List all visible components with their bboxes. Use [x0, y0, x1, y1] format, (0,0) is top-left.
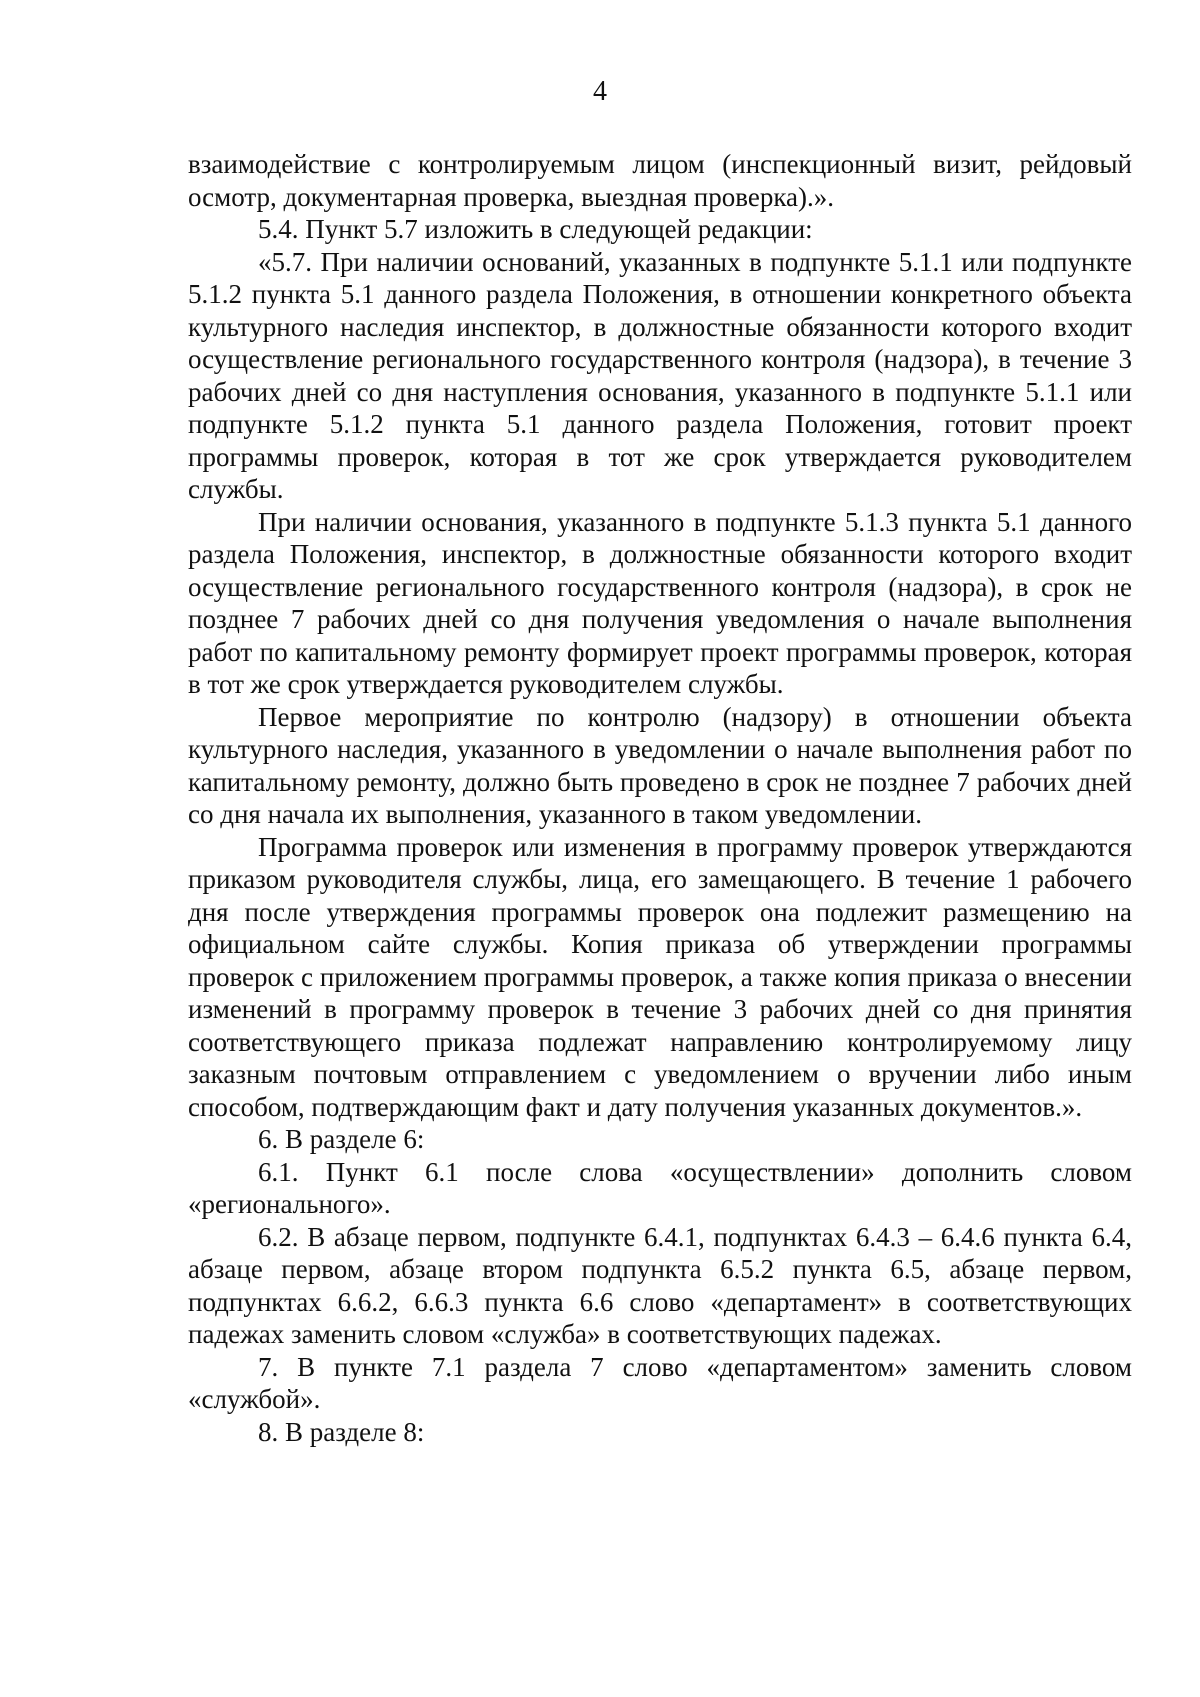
- paragraph: взаимодействие с контролируемым лицом (инспекционный визит, рейдовый осмотр, документарная проверка, выездная проверка).».: [188, 149, 1132, 212]
- paragraph: 6.2. В абзаце первом, подпункте 6.4.1, подпунктах 6.4.3 – 6.4.6 пункта 6.4, абзаце первом, абзаце втором подпункта 6.5.2 пункта 6.5, абзаце первом, подпунктах 6.6.2, 6.6.3 пункта 6.6 слово «департамент» в соответствующих падежах заменить словом «служба» в соответствующих падежах.: [188, 1221, 1132, 1349]
- section-heading: 8. В разделе 8:: [258, 1416, 425, 1447]
- paragraph: 6.1. Пункт 6.1 после слова «осуществлении» дополнить словом «регионального».: [188, 1156, 1132, 1219]
- page-number: 4: [593, 76, 607, 107]
- paragraph: 5.4. Пункт 5.7 изложить в следующей редакции:: [258, 214, 813, 244]
- document-body: [188, 148, 1132, 1448]
- section-heading: 6. В разделе 6:: [258, 1124, 425, 1154]
- paragraph: 7. В пункте 7.1 раздела 7 слово «департаментом» заменить словом «службой».: [188, 1351, 1132, 1414]
- paragraph: При наличии основания, указанного в подпункте 5.1.3 пункта 5.1 данного раздела Положения, инспектор, в должностные обязанности которого входит осуществление регионального государственного контроля (надзора), в срок не позднее 7 рабочих дней со дня получения уведомления о начале выполнения работ по капитальному ремонту формирует проект программы проверок, которая в тот же срок утверждается руководителем службы.: [188, 506, 1132, 699]
- paragraph: Программа проверок или изменения в программу проверок утверждаются приказом руководителя службы, лица, его замещающего. В течение 1 рабочего дня после утверждения программы проверок она подлежит размещению на официальном сайте службы. Копия приказа об утверждении программы проверок с приложением программы проверок, а также копия приказа о внесении изменений в программу проверок в течение 3 рабочих дней со дня принятия соответствующего приказа подлежат направлению контролируемому лицу заказным почтовым отправлением с уведомлением о вручении либо иным способом, подтверждающим факт и дату получения указанных документов.».: [188, 831, 1132, 1122]
- paragraph: «5.7. При наличии оснований, указанных в подпункте 5.1.1 или подпункте 5.1.2 пункта 5.1 данного раздела Положения, в отношении конкретного объекта культурного наследия инспектор, в должностные обязанности которого входит осуществление регионального государственного контроля (надзора), в течение 3 рабочих дней со дня наступления основания, указанного в подпункте 5.1.1 или подпункте 5.1.2 пункта 5.1 данного раздела Положения, готовит проект программы проверок, которая в тот же срок утверждается руководителем службы.: [188, 246, 1132, 504]
- paragraph: Первое мероприятие по контролю (надзору) в отношении объекта культурного наследия, указанного в уведомлении о начале выполнения работ по капитальному ремонту, должно быть проведено в срок не позднее 7 рабочих дней со дня начала их выполнения, указанного в таком уведомлении.: [188, 701, 1132, 829]
